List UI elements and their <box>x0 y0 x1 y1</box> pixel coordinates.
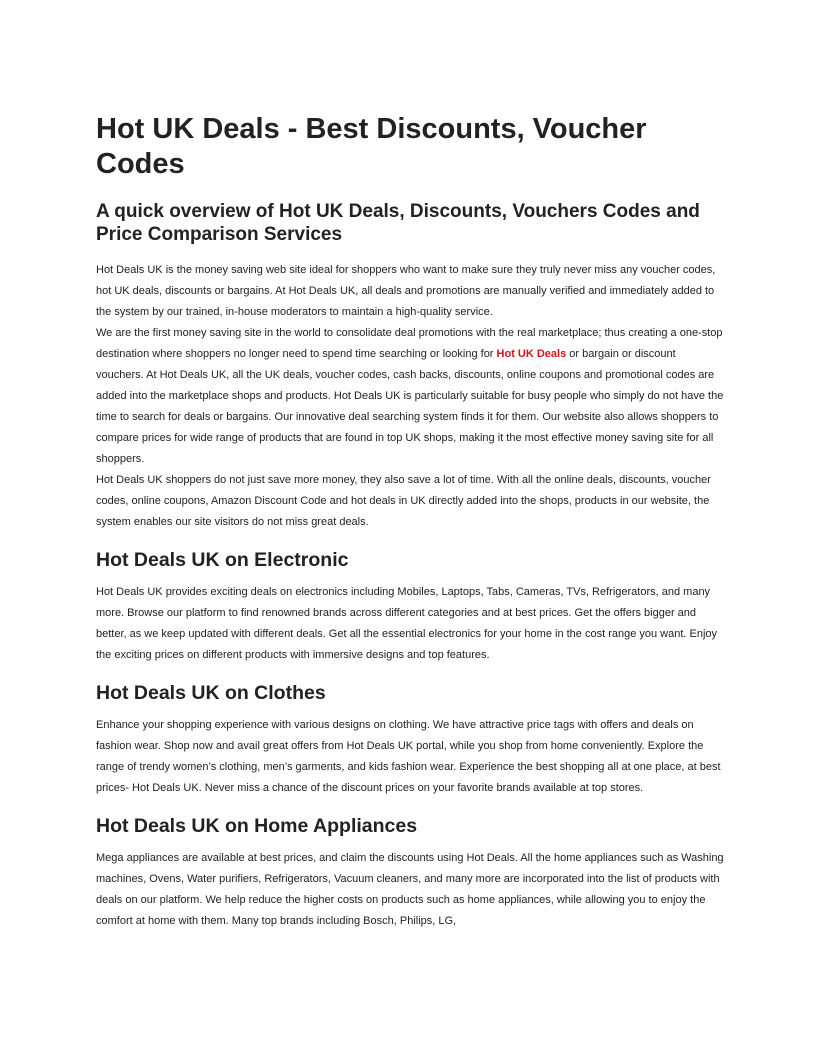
document-page <box>96 112 724 932</box>
section-body-home-appliances: Mega appliances are available at best prices, and claim the discounts using Hot Deals. All the home appliances such as Washing machines, Ovens, Water purifiers, Refrigerators, Vacuum cleaners, and many more are incorporated into the list of products with deals on our platform. We help reduce the higher costs on products such as home appliances, while allowing you to enjoy the comfort at home with them. Many top brands including Bosch, Philips, LG, <box>96 852 724 927</box>
intro-paragraph-1: Hot Deals UK is the money saving web site ideal for shoppers who want to make sure they truly never miss any voucher codes, hot UK deals, discounts or bargains. At Hot Deals UK, all deals and promotions are manually verified and immediately added to the system by our trained, in-house moderators to maintain a high-quality service. <box>96 264 716 318</box>
intro-paragraph-2-start: We are the first money saving site in the world to consolidate deal promotions with the real marketplace; thus creating a one-stop destination where shoppers no longer need to spend time searching or looking for <box>96 327 723 360</box>
section-body-clothes: Enhance your shopping experience with various designs on clothing. We have attractive price tags with offers and deals on fashion wear. Shop now and avail great offers from Hot Deals UK portal, while you shop from home conveniently. Explore the range of trendy women’s clothing, men’s garments, and kids fashion wear. Experience the best shopping all at one place, at best prices- Hot Deals UK. Never miss a chance of the discount prices on your favorite brands available at top stores. <box>96 719 721 794</box>
page-title: Hot UK Deals - Best Discounts, Voucher Codes <box>96 113 647 180</box>
section-heading-electronic: Hot Deals UK on Electronic <box>96 549 349 571</box>
hot-uk-deals-link[interactable]: Hot UK Deals <box>496 348 567 360</box>
section-body-electronic: Hot Deals UK provides exciting deals on electronics including Mobiles, Laptops, Tabs, Cameras, TVs, Refrigerators, and many more. Browse our platform to find renowned brands across different categories and at best prices. Get the offers bigger and better, as we keep updated with different deals. Get all the essential electronics for your home in the cost range you want. Enjoy the exciting prices on different products with immersive designs and top features. <box>96 586 718 661</box>
section-heading-home-appliances: Hot Deals UK on Home Appliances <box>96 815 418 837</box>
section-heading-clothes: Hot Deals UK on Clothes <box>96 682 326 704</box>
page-subtitle: A quick overview of Hot UK Deals, Discounts, Vouchers Codes and Price Comparison Services <box>96 201 700 245</box>
intro-paragraph-2 <box>96 323 724 470</box>
intro-paragraph-3: Hot Deals UK shoppers do not just save more money, they also save a lot of time. With all the online deals, discounts, voucher codes, online coupons, Amazon Discount Code and hot deals in UK directly added into the shops, products in our website, the system enables our site visitors do not miss great deals. <box>96 474 711 528</box>
intro-block <box>96 260 724 533</box>
intro-paragraph-2-end: or bargain or discount vouchers. At Hot Deals UK, all the UK deals, voucher codes, cash backs, discounts, online coupons and promotional codes are added into the marketplace shops and products. Hot Deals UK is particularly suitable for busy people who simply do not have the time to search for deals or bargains. Our innovative deal searching system finds it for them. Our website also allows shoppers to compare prices for wide range of products that are found in top UK shops, making it the most effective money saving site for all shoppers. <box>96 348 724 465</box>
